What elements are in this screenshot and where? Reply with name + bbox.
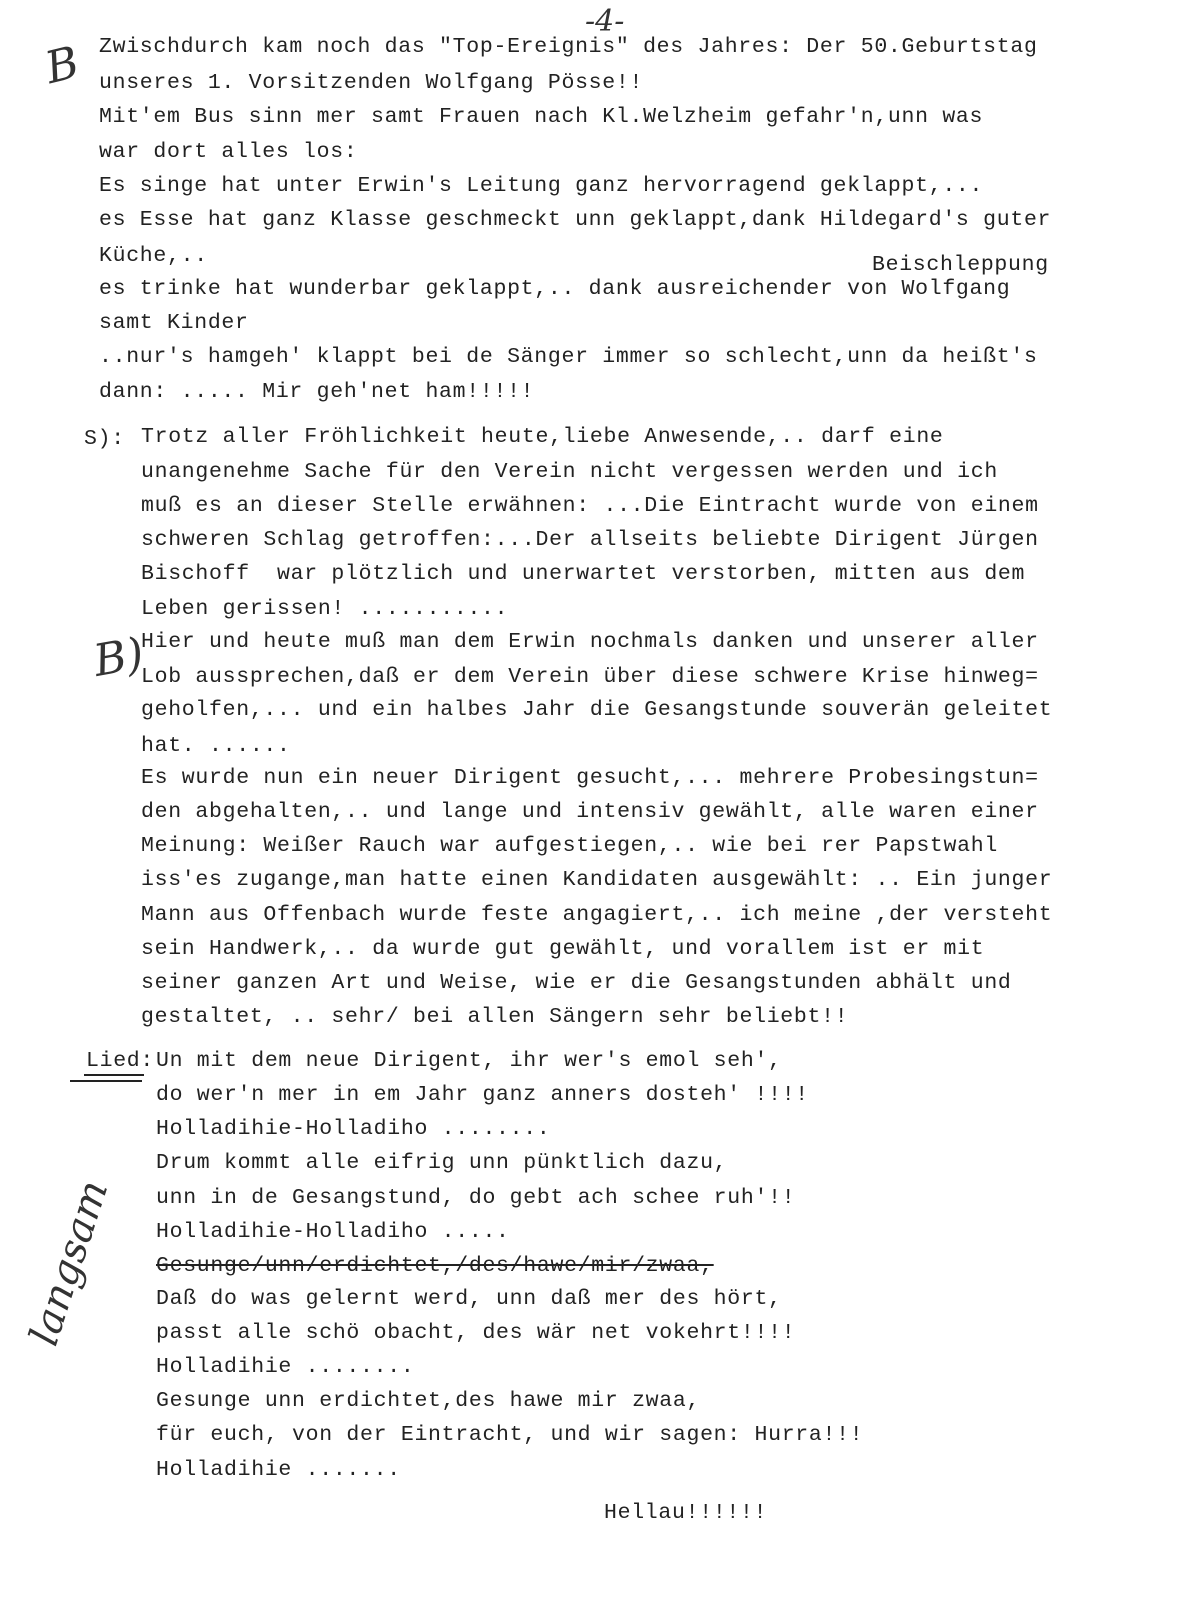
text-line: gestaltet, .. sehr/ bei allen Sängern sehr beliebt!!: [141, 1005, 849, 1029]
text-line: Leben gerissen! ...........: [141, 597, 509, 621]
text-line: den abgehalten,.. und lange und intensiv gewählt, alle waren einer: [141, 800, 1039, 824]
text-line: samt Kinder: [99, 311, 249, 335]
song-line: für euch, von der Eintracht, und wir sagen: Hurra!!!: [156, 1423, 864, 1447]
text-line: ..nur's hamgeh' klappt bei de Sänger immer so schlecht,unn da heißt's: [99, 345, 1038, 369]
text-line: es trinke hat wunderbar geklappt,.. dank ausreichender von Wolfgang: [99, 277, 1011, 301]
text-line: sein Handwerk,.. da wurde gut gewählt, und vorallem ist er mit: [141, 937, 985, 961]
text-line: Es singe hat unter Erwin's Leitung ganz hervorragend geklappt,...: [99, 174, 984, 198]
song-line: Daß do was gelernt werd, unn daß mer des hört,: [156, 1287, 782, 1311]
page-number: -4-: [585, 4, 625, 39]
song-line-struck: Gesunge/unn/erdichtet,/des/hawe/mir/zwaa,: [156, 1254, 714, 1278]
song-line: Holladihie ........: [156, 1355, 415, 1379]
song-line: Holladihie-Holladiho .....: [156, 1220, 510, 1244]
text-line: Bischoff war plötzlich und unerwartet verstorben, mitten aus dem: [141, 562, 1026, 586]
song-label-underline-second: [70, 1080, 142, 1082]
tempo-note-langsam: langsam: [20, 1174, 118, 1352]
text-line: Hier und heute muß man dem Erwin nochmals danken und unserer aller: [141, 630, 1039, 654]
song-line: Gesunge unn erdichtet,des hawe mir zwaa,: [156, 1389, 701, 1413]
text-line: es Esse hat ganz Klasse geschmeckt unn geklappt,dank Hildegard's guter: [99, 208, 1052, 232]
text-line: muß es an dieser Stelle erwähnen: ...Die Eintracht wurde von einem: [141, 494, 1039, 518]
text-line: Zwischdurch kam noch das "Top-Ereignis" des Jahres: Der 50.Geburtstag: [99, 35, 1038, 59]
inserted-word: Beischleppung: [872, 253, 1049, 277]
song-label-underline: [84, 1074, 144, 1076]
text-line: war dort alles los:: [99, 140, 358, 164]
margin-mark-b-first: B: [40, 36, 85, 95]
song-line: unn in de Gesangstund, do gebt ach schee ruh'!!: [156, 1186, 796, 1210]
song-line: Drum kommt alle eifrig unn pünktlich dazu,: [156, 1151, 728, 1175]
song-line: Holladihie .......: [156, 1458, 401, 1482]
song-line: Holladihie-Holladiho ........: [156, 1117, 551, 1141]
song-label: Lied:: [86, 1049, 155, 1073]
text-line: unseres 1. Vorsitzenden Wolfgang Pösse!!: [99, 71, 644, 95]
text-line: dann: ..... Mir geh'net ham!!!!!: [99, 380, 535, 404]
text-line: Meinung: Weißer Rauch war aufgestiegen,.. wie bei rer Papstwahl: [141, 834, 998, 858]
text-line: Mit'em Bus sinn mer samt Frauen nach Kl.Welzheim gefahr'n,unn was: [99, 105, 984, 129]
text-line: hat. ......: [141, 734, 291, 758]
text-line: seiner ganzen Art und Weise, wie er die Gesangstunden abhält und: [141, 971, 1012, 995]
text-line: schweren Schlag getroffen:...Der allseits beliebte Dirigent Jürgen: [141, 528, 1039, 552]
text-line: unangenehme Sache für den Verein nicht vergessen werden und ich: [141, 460, 998, 484]
margin-mark-b-second: B): [89, 628, 148, 687]
text-line: Lob aussprechen,daß er dem Verein über diese schwere Krise hinweg=: [141, 665, 1039, 689]
song-line: Un mit dem neue Dirigent, ihr wer's emol seh',: [156, 1049, 782, 1073]
closing-cheer: Hellau!!!!!!: [604, 1501, 768, 1525]
text-line: iss'es zugange,man hatte einen Kandidaten ausgewählt: .. Ein junger: [141, 868, 1053, 892]
margin-mark-s: S):: [84, 427, 125, 451]
song-line: passt alle schö obacht, des wär net vokehrt!!!!: [156, 1321, 796, 1345]
text-line: Es wurde nun ein neuer Dirigent gesucht,... mehrere Probesingstun=: [141, 766, 1039, 790]
text-line: Trotz aller Fröhlichkeit heute,liebe Anwesende,.. darf eine: [141, 425, 944, 449]
text-line: Mann aus Offenbach wurde feste angagiert,.. ich meine ,der versteht: [141, 903, 1053, 927]
song-line: do wer'n mer in em Jahr ganz anners dosteh' !!!!: [156, 1083, 809, 1107]
text-line: geholfen,... und ein halbes Jahr die Gesangstunde souverän geleitet: [141, 698, 1053, 722]
text-line: Küche,..: [99, 244, 208, 268]
